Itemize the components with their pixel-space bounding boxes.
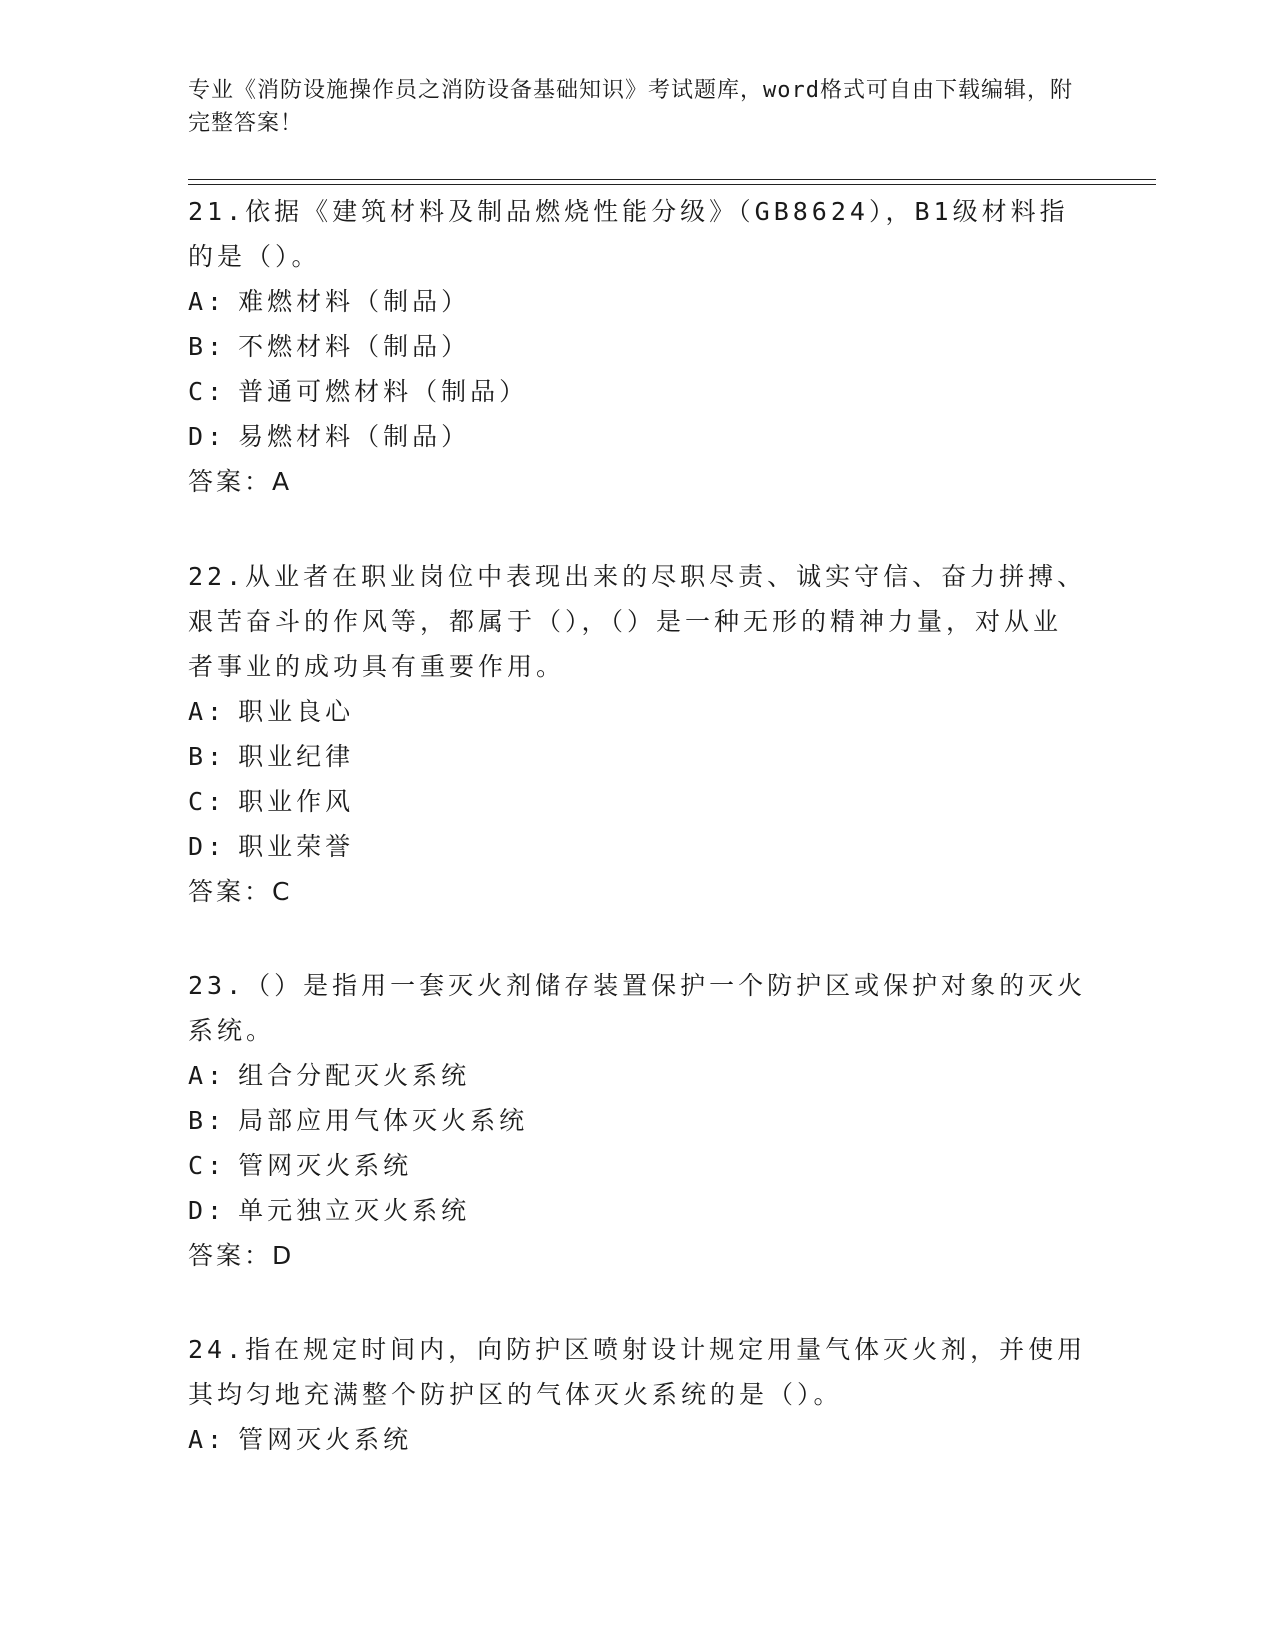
option-text: 易燃材料（制品）	[238, 422, 471, 451]
option-key: C:	[188, 377, 227, 406]
option-a	[188, 689, 1088, 734]
option-b	[188, 1098, 1088, 1143]
question-stem: 21.依据《建筑材料及制品燃烧性能分级》（GB8624），B1级材料指的是（）。	[188, 197, 1069, 271]
question-stem: 24.指在规定时间内，向防护区喷射设计规定用量气体灭火剂，并使用其均匀地充满整个防护区的气体灭火系统的是（）。	[188, 1335, 1087, 1409]
option-text: 难燃材料（制品）	[238, 287, 471, 316]
option-key: D:	[188, 1196, 227, 1225]
option-d	[188, 414, 1088, 459]
option-key: B:	[188, 742, 227, 771]
option-key: A:	[188, 1061, 227, 1090]
option-text: 不燃材料（制品）	[238, 332, 471, 361]
header-divider-top	[188, 179, 1156, 180]
option-c	[188, 779, 1088, 824]
answer-line: 答案：C	[188, 877, 293, 906]
option-text: 管网灭火系统	[238, 1425, 413, 1454]
option-text: 普通可燃材料（制品）	[238, 377, 529, 406]
option-c	[188, 1143, 1088, 1188]
option-key: A:	[188, 1425, 227, 1454]
option-c	[188, 369, 1088, 414]
option-key: B:	[188, 332, 227, 361]
question-22	[188, 554, 1088, 914]
option-text: 管网灭火系统	[238, 1151, 413, 1180]
question-stem: 22.从业者在职业岗位中表现出来的尽职尽责、诚实守信、奋力拼搏、艰苦奋斗的作风等，都属于（），（）是一种无形的精神力量，对从业者事业的成功具有重要作用。	[188, 562, 1087, 681]
option-text: 职业荣誉	[238, 832, 355, 861]
option-key: C:	[188, 787, 227, 816]
option-text: 局部应用气体灭火系统	[238, 1106, 529, 1135]
option-d	[188, 1188, 1088, 1233]
option-key: D:	[188, 422, 227, 451]
option-text: 职业良心	[238, 697, 355, 726]
option-b	[188, 734, 1088, 779]
document-intro: 专业《消防设施操作员之消防设备基础知识》考试题库，word格式可自由下载编辑，附完整答案！	[188, 78, 1073, 136]
option-key: A:	[188, 697, 227, 726]
question-stem: 23.（）是指用一套灭火剂储存装置保护一个防护区或保护对象的灭火系统。	[188, 971, 1087, 1045]
option-text: 组合分配灭火系统	[238, 1061, 471, 1090]
option-key: A:	[188, 287, 227, 316]
option-b	[188, 324, 1088, 369]
header-divider-bottom	[188, 184, 1156, 185]
question-23	[188, 963, 1088, 1278]
option-text: 职业作风	[238, 787, 355, 816]
option-a	[188, 1053, 1088, 1098]
option-a	[188, 279, 1088, 324]
option-text: 职业纪律	[238, 742, 355, 771]
option-text: 单元独立灭火系统	[238, 1196, 471, 1225]
question-24	[188, 1327, 1088, 1462]
option-key: D:	[188, 832, 227, 861]
question-21	[188, 189, 1088, 504]
answer-line: 答案：D	[188, 1241, 295, 1270]
option-d	[188, 824, 1088, 869]
answer-line: 答案：A	[188, 467, 293, 496]
option-key: B:	[188, 1106, 227, 1135]
option-key: C:	[188, 1151, 227, 1180]
option-a	[188, 1417, 1088, 1462]
